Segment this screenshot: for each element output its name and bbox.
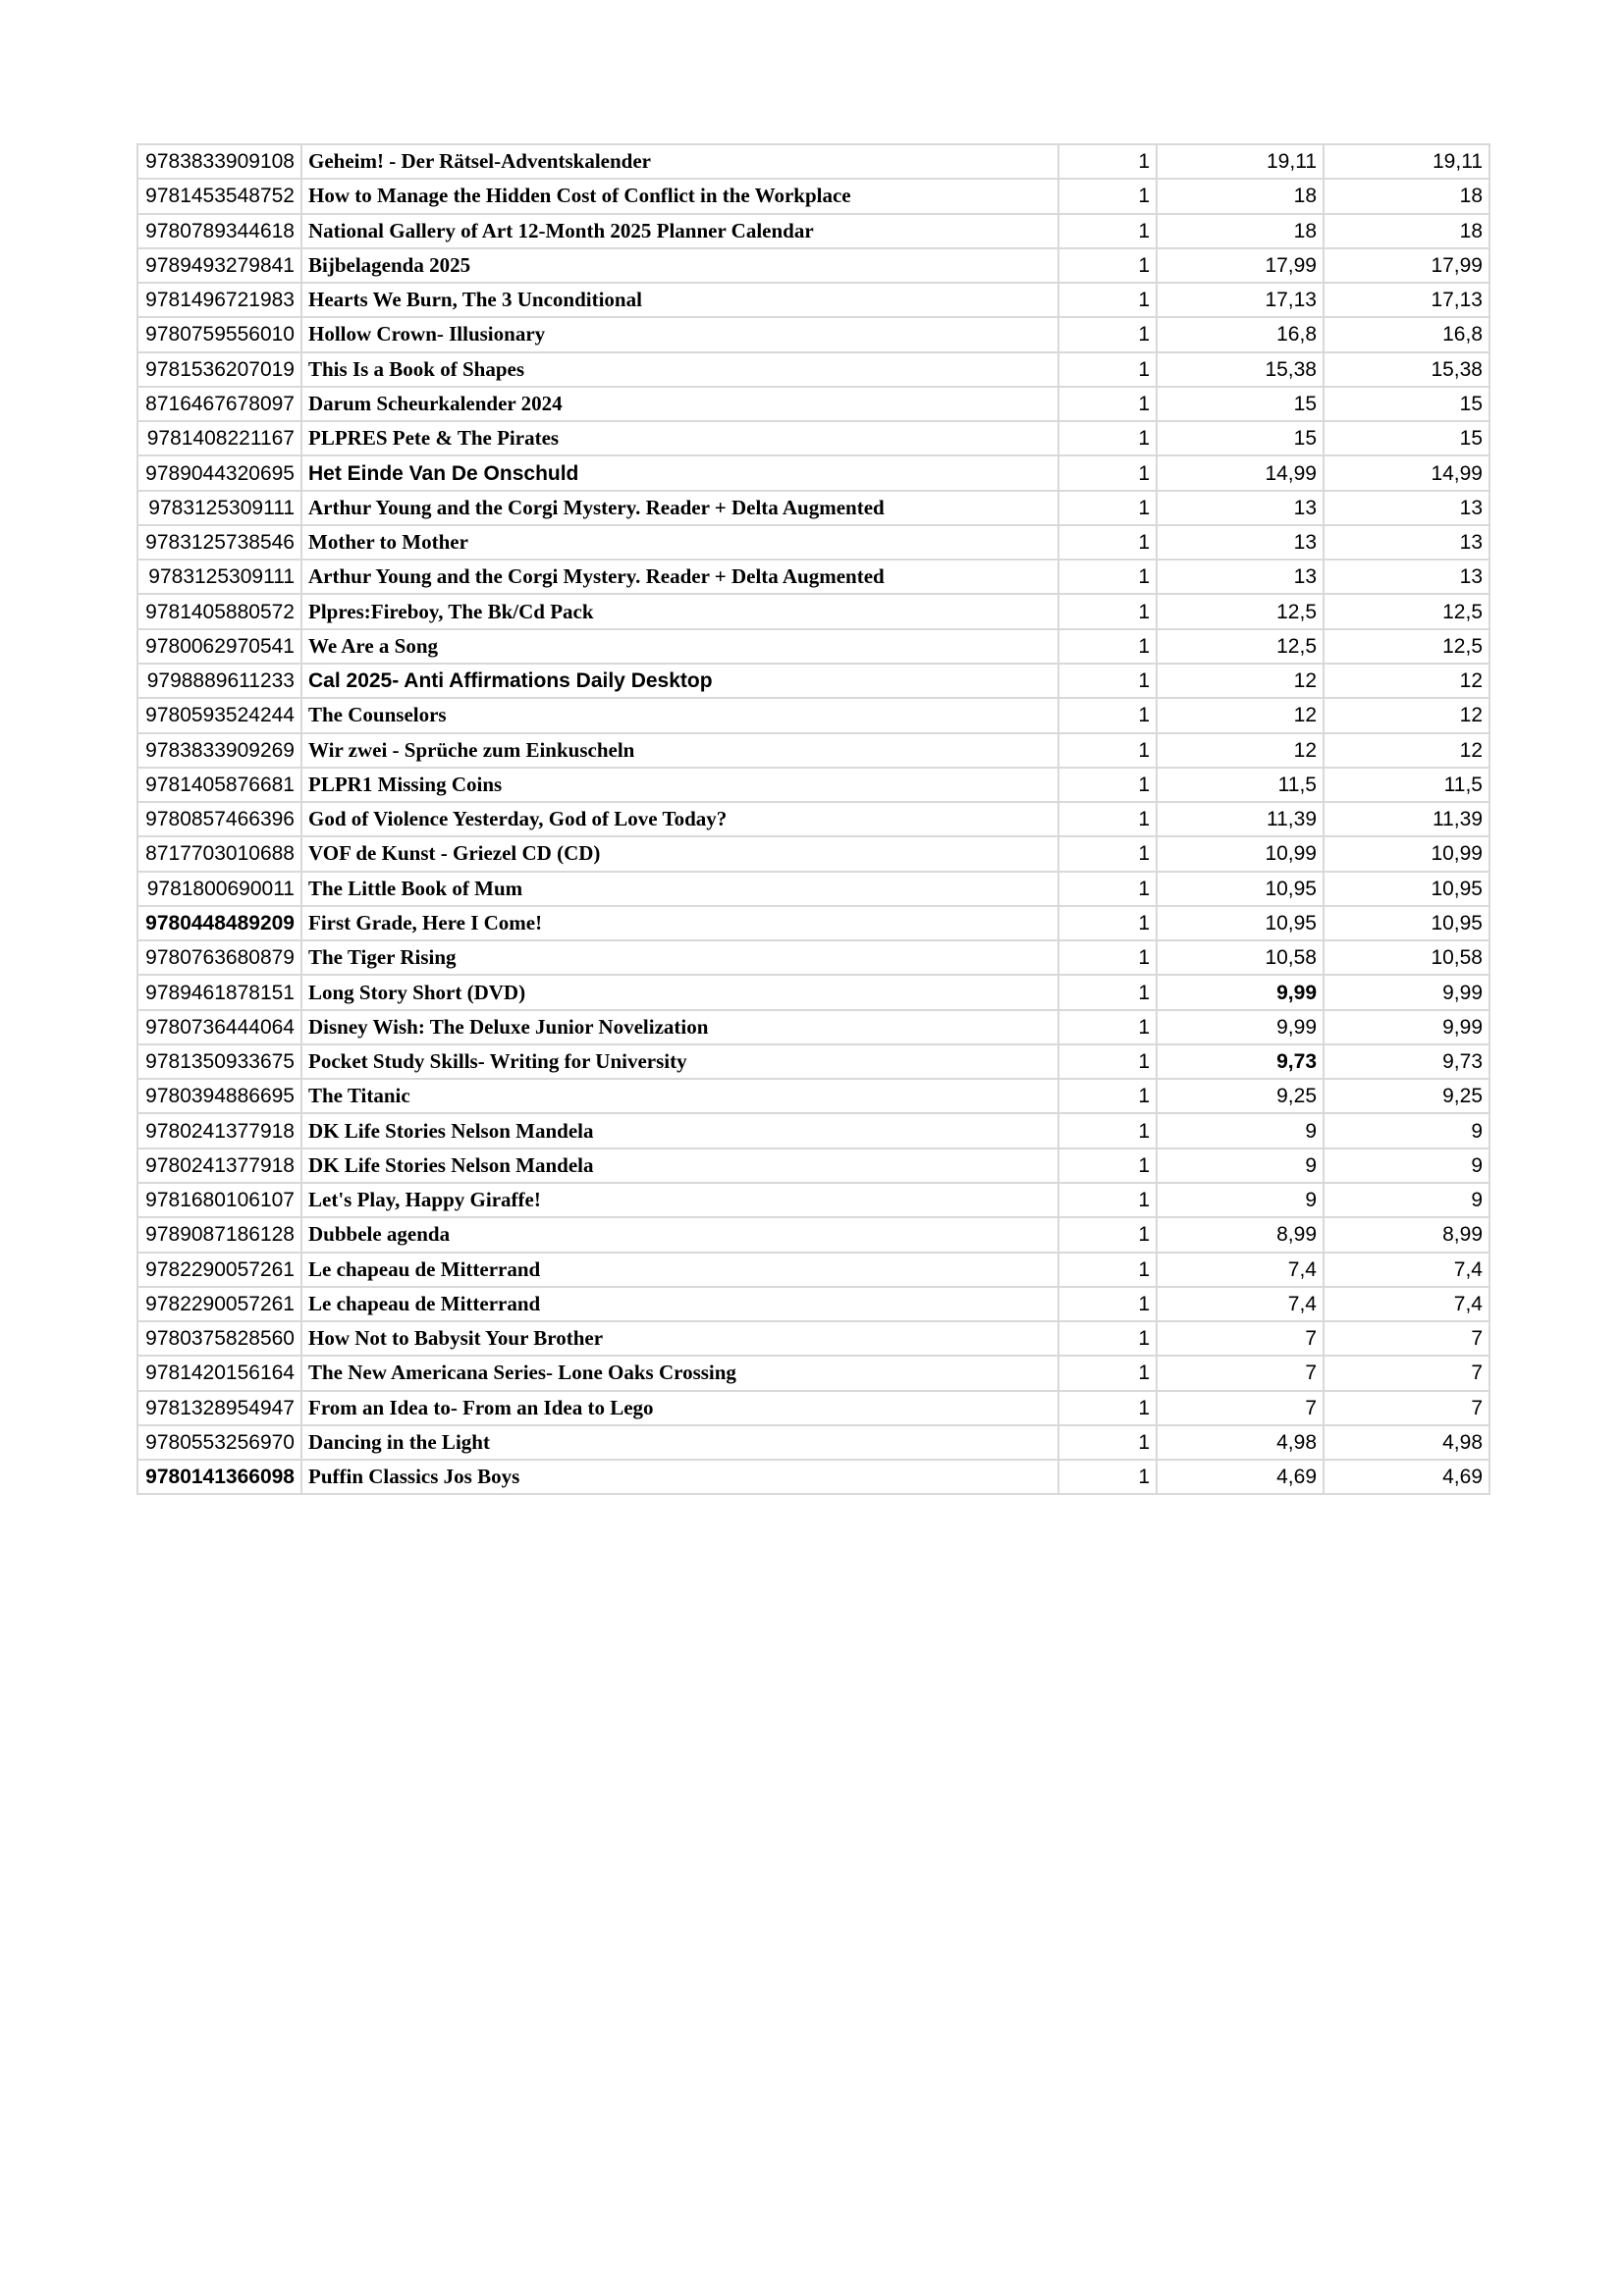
title-cell: How to Manage the Hidden Cost of Conflict in the Workplace: [301, 179, 1058, 213]
qty-cell: 1: [1058, 1217, 1157, 1252]
qty-cell: 1: [1058, 1356, 1157, 1390]
qty-cell: 1: [1058, 1044, 1157, 1079]
isbn-cell: 9798889611233: [137, 664, 301, 698]
table-row: [137, 1460, 1489, 1494]
price-cell: 11,5: [1157, 768, 1324, 802]
price-cell: 13: [1157, 560, 1324, 594]
table-row: [137, 768, 1489, 802]
price-cell: 10,95: [1157, 906, 1324, 940]
isbn-cell: 9781496721983: [137, 283, 301, 317]
qty-cell: 1: [1058, 317, 1157, 351]
isbn-cell: 9780141366098: [137, 1460, 301, 1494]
qty-cell: 1: [1058, 1287, 1157, 1321]
price-cell: 9,73: [1157, 1044, 1324, 1079]
isbn-cell: 9780062970541: [137, 629, 301, 664]
total-cell: 12,5: [1324, 629, 1489, 664]
title-cell: This Is a Book of Shapes: [301, 352, 1058, 387]
qty-cell: 1: [1058, 1148, 1157, 1183]
total-cell: 12: [1324, 698, 1489, 732]
qty-cell: 1: [1058, 144, 1157, 179]
qty-cell: 1: [1058, 1321, 1157, 1356]
table-row: [137, 1010, 1489, 1044]
table-row: [137, 1253, 1489, 1287]
price-cell: 16,8: [1157, 317, 1324, 351]
table-row: [137, 1356, 1489, 1390]
price-cell: 7,4: [1157, 1287, 1324, 1321]
total-cell: 18: [1324, 214, 1489, 248]
qty-cell: 1: [1058, 283, 1157, 317]
total-cell: 7,4: [1324, 1287, 1489, 1321]
title-cell: DK Life Stories Nelson Mandela: [301, 1113, 1058, 1148]
isbn-cell: 9780763680879: [137, 940, 301, 975]
total-cell: 9,99: [1324, 975, 1489, 1009]
price-cell: 12,5: [1157, 629, 1324, 664]
price-cell: 17,13: [1157, 283, 1324, 317]
total-cell: 12: [1324, 664, 1489, 698]
total-cell: 13: [1324, 491, 1489, 525]
isbn-cell: 9781453548752: [137, 179, 301, 213]
table-row: [137, 179, 1489, 213]
total-cell: 7: [1324, 1321, 1489, 1356]
table-row: [137, 491, 1489, 525]
price-cell: 12,5: [1157, 594, 1324, 628]
isbn-cell: 9789461878151: [137, 975, 301, 1009]
qty-cell: 1: [1058, 387, 1157, 421]
qty-cell: 1: [1058, 455, 1157, 490]
table-row: [137, 940, 1489, 975]
total-cell: 12: [1324, 733, 1489, 768]
book-order-table: [136, 143, 1490, 1495]
table-row: [137, 214, 1489, 248]
price-cell: 9,99: [1157, 1010, 1324, 1044]
total-cell: 7: [1324, 1356, 1489, 1390]
isbn-cell: 9783125738546: [137, 525, 301, 560]
qty-cell: 1: [1058, 248, 1157, 283]
isbn-cell: 9780375828560: [137, 1321, 301, 1356]
isbn-cell: 9782290057261: [137, 1287, 301, 1321]
qty-cell: 1: [1058, 1079, 1157, 1113]
price-cell: 18: [1157, 179, 1324, 213]
title-cell: The Counselors: [301, 698, 1058, 732]
table-row: [137, 1079, 1489, 1113]
title-cell: Dubbele agenda: [301, 1217, 1058, 1252]
total-cell: 9: [1324, 1113, 1489, 1148]
price-cell: 9: [1157, 1113, 1324, 1148]
price-cell: 9: [1157, 1183, 1324, 1217]
price-cell: 12: [1157, 664, 1324, 698]
total-cell: 8,99: [1324, 1217, 1489, 1252]
title-cell: Wir zwei - Sprüche zum Einkuscheln: [301, 733, 1058, 768]
total-cell: 18: [1324, 179, 1489, 213]
title-cell: Long Story Short (DVD): [301, 975, 1058, 1009]
table-row: [137, 975, 1489, 1009]
price-cell: 17,99: [1157, 248, 1324, 283]
table-row: [137, 802, 1489, 836]
table-row: [137, 1044, 1489, 1079]
price-cell: 7: [1157, 1356, 1324, 1390]
total-cell: 9,25: [1324, 1079, 1489, 1113]
isbn-cell: 9783833909108: [137, 144, 301, 179]
total-cell: 9: [1324, 1148, 1489, 1183]
price-cell: 14,99: [1157, 455, 1324, 490]
price-cell: 9: [1157, 1148, 1324, 1183]
qty-cell: 1: [1058, 629, 1157, 664]
isbn-cell: 9780241377918: [137, 1113, 301, 1148]
price-cell: 13: [1157, 491, 1324, 525]
qty-cell: 1: [1058, 491, 1157, 525]
title-cell: We Are a Song: [301, 629, 1058, 664]
title-cell: Le chapeau de Mitterrand: [301, 1287, 1058, 1321]
qty-cell: 1: [1058, 802, 1157, 836]
qty-cell: 1: [1058, 1113, 1157, 1148]
total-cell: 7,4: [1324, 1253, 1489, 1287]
table-row: [137, 1321, 1489, 1356]
total-cell: 9: [1324, 1183, 1489, 1217]
price-cell: 11,39: [1157, 802, 1324, 836]
isbn-cell: 9783125309111: [137, 491, 301, 525]
total-cell: 15: [1324, 387, 1489, 421]
total-cell: 13: [1324, 560, 1489, 594]
price-cell: 7,4: [1157, 1253, 1324, 1287]
total-cell: 15,38: [1324, 352, 1489, 387]
qty-cell: 1: [1058, 1425, 1157, 1460]
isbn-cell: 9781405880572: [137, 594, 301, 628]
book-table-body: [137, 144, 1489, 1494]
total-cell: 10,58: [1324, 940, 1489, 975]
title-cell: How Not to Babysit Your Brother: [301, 1321, 1058, 1356]
isbn-cell: 9780736444064: [137, 1010, 301, 1044]
price-cell: 10,58: [1157, 940, 1324, 975]
price-cell: 10,99: [1157, 836, 1324, 871]
total-cell: 17,13: [1324, 283, 1489, 317]
title-cell: Dancing in the Light: [301, 1425, 1058, 1460]
price-cell: 12: [1157, 733, 1324, 768]
title-cell: Puffin Classics Jos Boys: [301, 1460, 1058, 1494]
title-cell: Disney Wish: The Deluxe Junior Novelization: [301, 1010, 1058, 1044]
table-row: [137, 317, 1489, 351]
isbn-cell: 9780394886695: [137, 1079, 301, 1113]
table-row: [137, 872, 1489, 906]
isbn-cell: 9781350933675: [137, 1044, 301, 1079]
title-cell: Bijbelagenda 2025: [301, 248, 1058, 283]
qty-cell: 1: [1058, 975, 1157, 1009]
title-cell: The Titanic: [301, 1079, 1058, 1113]
price-cell: 15: [1157, 421, 1324, 455]
table-row: [137, 560, 1489, 594]
qty-cell: 1: [1058, 352, 1157, 387]
isbn-cell: 9781328954947: [137, 1391, 301, 1425]
total-cell: 15: [1324, 421, 1489, 455]
qty-cell: 1: [1058, 940, 1157, 975]
table-row: [137, 664, 1489, 698]
price-cell: 15,38: [1157, 352, 1324, 387]
qty-cell: 1: [1058, 698, 1157, 732]
title-cell: Geheim! - Der Rätsel-Adventskalender: [301, 144, 1058, 179]
price-cell: 7: [1157, 1321, 1324, 1356]
price-cell: 15: [1157, 387, 1324, 421]
isbn-cell: 9781680106107: [137, 1183, 301, 1217]
qty-cell: 1: [1058, 179, 1157, 213]
title-cell: Het Einde Van De Onschuld: [301, 455, 1058, 490]
title-cell: PLPR1 Missing Coins: [301, 768, 1058, 802]
qty-cell: 1: [1058, 768, 1157, 802]
isbn-cell: 9780241377918: [137, 1148, 301, 1183]
total-cell: 9,73: [1324, 1044, 1489, 1079]
isbn-cell: 9780759556010: [137, 317, 301, 351]
total-cell: 12,5: [1324, 594, 1489, 628]
isbn-cell: 9789493279841: [137, 248, 301, 283]
qty-cell: 1: [1058, 214, 1157, 248]
total-cell: 14,99: [1324, 455, 1489, 490]
qty-cell: 1: [1058, 664, 1157, 698]
isbn-cell: 9789087186128: [137, 1217, 301, 1252]
table-row: [137, 1217, 1489, 1252]
qty-cell: 1: [1058, 560, 1157, 594]
table-row: [137, 906, 1489, 940]
title-cell: Arthur Young and the Corgi Mystery. Reader + Delta Augmented: [301, 560, 1058, 594]
qty-cell: 1: [1058, 733, 1157, 768]
isbn-cell: 9780789344618: [137, 214, 301, 248]
total-cell: 4,69: [1324, 1460, 1489, 1494]
isbn-cell: 9789044320695: [137, 455, 301, 490]
table-row: [137, 733, 1489, 768]
qty-cell: 1: [1058, 836, 1157, 871]
price-cell: 18: [1157, 214, 1324, 248]
table-row: [137, 421, 1489, 455]
table-row: [137, 1287, 1489, 1321]
total-cell: 10,95: [1324, 906, 1489, 940]
qty-cell: 1: [1058, 872, 1157, 906]
isbn-cell: 9780553256970: [137, 1425, 301, 1460]
table-row: [137, 455, 1489, 490]
title-cell: Mother to Mother: [301, 525, 1058, 560]
isbn-cell: 9781408221167: [137, 421, 301, 455]
title-cell: Cal 2025- Anti Affirmations Daily Desktop: [301, 664, 1058, 698]
isbn-cell: 9780857466396: [137, 802, 301, 836]
table-row: [137, 1425, 1489, 1460]
qty-cell: 1: [1058, 421, 1157, 455]
table-row: [137, 629, 1489, 664]
price-cell: 4,69: [1157, 1460, 1324, 1494]
price-cell: 9,99: [1157, 975, 1324, 1009]
isbn-cell: 8717703010688: [137, 836, 301, 871]
title-cell: Plpres:Fireboy, The Bk/Cd Pack: [301, 594, 1058, 628]
table-row: [137, 144, 1489, 179]
total-cell: 10,99: [1324, 836, 1489, 871]
title-cell: From an Idea to- From an Idea to Lego: [301, 1391, 1058, 1425]
table-row: [137, 594, 1489, 628]
price-cell: 10,95: [1157, 872, 1324, 906]
price-cell: 19,11: [1157, 144, 1324, 179]
table-row: [137, 1391, 1489, 1425]
isbn-cell: 9783833909269: [137, 733, 301, 768]
total-cell: 4,98: [1324, 1425, 1489, 1460]
title-cell: Le chapeau de Mitterrand: [301, 1253, 1058, 1287]
total-cell: 13: [1324, 525, 1489, 560]
table-row: [137, 283, 1489, 317]
qty-cell: 1: [1058, 1183, 1157, 1217]
title-cell: The New Americana Series- Lone Oaks Crossing: [301, 1356, 1058, 1390]
title-cell: National Gallery of Art 12-Month 2025 Planner Calendar: [301, 214, 1058, 248]
isbn-cell: 9781800690011: [137, 872, 301, 906]
title-cell: PLPRES Pete & The Pirates: [301, 421, 1058, 455]
qty-cell: 1: [1058, 594, 1157, 628]
qty-cell: 1: [1058, 525, 1157, 560]
table-row: [137, 836, 1489, 871]
table-row: [137, 525, 1489, 560]
total-cell: 11,39: [1324, 802, 1489, 836]
title-cell: God of Violence Yesterday, God of Love Today?: [301, 802, 1058, 836]
isbn-cell: 9781536207019: [137, 352, 301, 387]
isbn-cell: 9783125309111: [137, 560, 301, 594]
title-cell: First Grade, Here I Come!: [301, 906, 1058, 940]
isbn-cell: 9780448489209: [137, 906, 301, 940]
title-cell: VOF de Kunst - Griezel CD (CD): [301, 836, 1058, 871]
table-row: [137, 1113, 1489, 1148]
qty-cell: 1: [1058, 906, 1157, 940]
total-cell: 16,8: [1324, 317, 1489, 351]
table-row: [137, 387, 1489, 421]
title-cell: Pocket Study Skills- Writing for University: [301, 1044, 1058, 1079]
price-cell: 8,99: [1157, 1217, 1324, 1252]
price-cell: 4,98: [1157, 1425, 1324, 1460]
price-cell: 9,25: [1157, 1079, 1324, 1113]
price-cell: 7: [1157, 1391, 1324, 1425]
title-cell: Hollow Crown- Illusionary: [301, 317, 1058, 351]
title-cell: Darum Scheurkalender 2024: [301, 387, 1058, 421]
isbn-cell: 9781420156164: [137, 1356, 301, 1390]
title-cell: Hearts We Burn, The 3 Unconditional: [301, 283, 1058, 317]
total-cell: 7: [1324, 1391, 1489, 1425]
table-row: [137, 1183, 1489, 1217]
price-cell: 13: [1157, 525, 1324, 560]
price-cell: 12: [1157, 698, 1324, 732]
qty-cell: 1: [1058, 1253, 1157, 1287]
total-cell: 9,99: [1324, 1010, 1489, 1044]
table-row: [137, 698, 1489, 732]
title-cell: The Tiger Rising: [301, 940, 1058, 975]
total-cell: 11,5: [1324, 768, 1489, 802]
isbn-cell: 9780593524244: [137, 698, 301, 732]
title-cell: The Little Book of Mum: [301, 872, 1058, 906]
total-cell: 10,95: [1324, 872, 1489, 906]
title-cell: Let's Play, Happy Giraffe!: [301, 1183, 1058, 1217]
title-cell: DK Life Stories Nelson Mandela: [301, 1148, 1058, 1183]
table-row: [137, 352, 1489, 387]
qty-cell: 1: [1058, 1391, 1157, 1425]
qty-cell: 1: [1058, 1010, 1157, 1044]
qty-cell: 1: [1058, 1460, 1157, 1494]
title-cell: Arthur Young and the Corgi Mystery. Reader + Delta Augmented: [301, 491, 1058, 525]
total-cell: 17,99: [1324, 248, 1489, 283]
isbn-cell: 9781405876681: [137, 768, 301, 802]
total-cell: 19,11: [1324, 144, 1489, 179]
table-row: [137, 1148, 1489, 1183]
isbn-cell: 8716467678097: [137, 387, 301, 421]
table-row: [137, 248, 1489, 283]
isbn-cell: 9782290057261: [137, 1253, 301, 1287]
